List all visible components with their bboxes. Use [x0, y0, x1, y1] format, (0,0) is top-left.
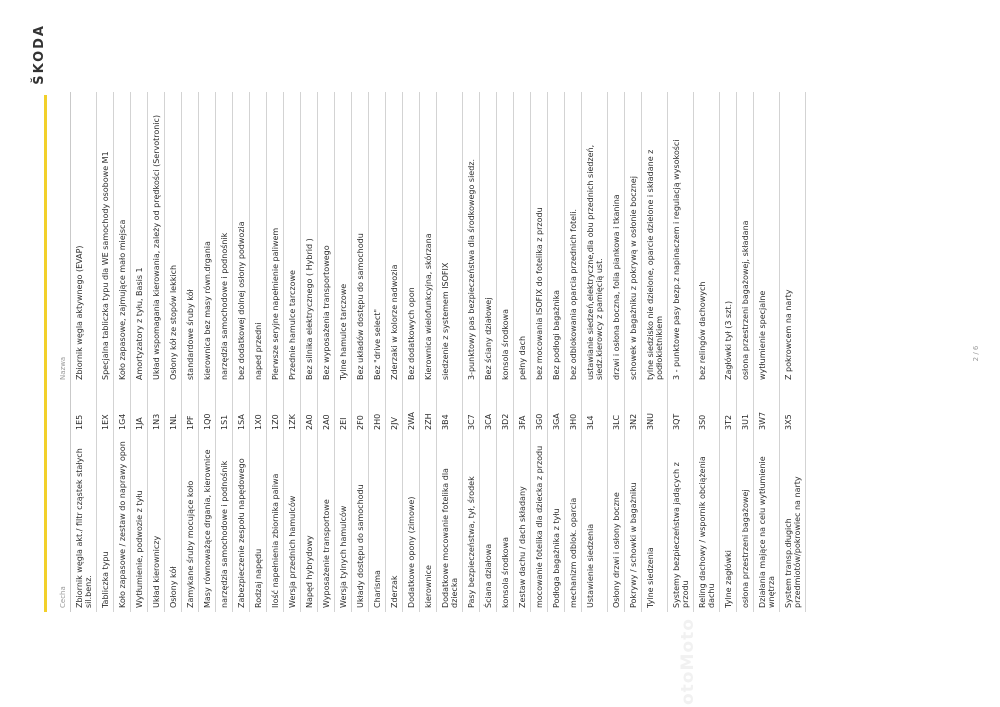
cell-feature: Zbiornik węgla akt./ filtr cząstek stałych sil.benz. — [71, 434, 97, 612]
table-row — [97, 92, 114, 612]
cell-name: Bez silnika elektrycznego ( Hybrid ) — [301, 92, 318, 384]
cell-name: narzędzia samochodowe i podnośnik — [216, 92, 233, 384]
cell-feature: Zamykane śruby mocujące koło — [182, 434, 199, 612]
cell-code: 2WA — [403, 384, 420, 434]
yellow-accent-rule — [44, 95, 47, 612]
cell-code: 2JV — [386, 384, 403, 434]
cell-feature: Ściana działowa — [480, 434, 497, 612]
equipment-table — [51, 92, 806, 612]
cell-feature: Tylne zagłówki — [720, 434, 737, 612]
cell-feature: Wersja przednich hamulców — [284, 434, 301, 612]
cell-code: 1NL — [165, 384, 182, 434]
cell-code: 3X5 — [780, 384, 806, 434]
cell-feature: Napęd hybrydowy — [301, 434, 318, 612]
cell-name: tylne siedzisko nie dzielone, oparcie dzielone i składane z podłokietnikiem — [642, 92, 668, 384]
table-row — [668, 92, 694, 612]
table-row — [131, 92, 148, 612]
cell-code: 1E5 — [71, 384, 97, 434]
table-row — [352, 92, 369, 612]
table-row — [720, 92, 737, 612]
cell-feature: Osłony drzwi i osłony boczne — [608, 434, 625, 612]
table-row — [199, 92, 216, 612]
table-row — [754, 92, 780, 612]
cell-name: Tylne hamulce tarczowe — [335, 92, 352, 384]
cell-name: konsola środkowa — [497, 92, 514, 384]
cell-name: naped przedni — [250, 92, 267, 384]
cell-code: 1X0 — [250, 384, 267, 434]
header-name: Nazwa — [51, 92, 71, 384]
cell-code: 2A0 — [318, 384, 335, 434]
cell-name: Bez podłogi bagażnika — [548, 92, 565, 384]
cell-feature: Zestaw dachu / dach składany — [514, 434, 531, 612]
cell-name: Amortyzatory z tyłu, Basis 1 — [131, 92, 148, 384]
cell-code: 3FA — [514, 384, 531, 434]
cell-name: Zderzaki w kolorze nadwozia — [386, 92, 403, 384]
cell-name: Specjalna tabliczka typu dla WE samochody osobowe M1 — [97, 92, 114, 384]
cell-feature: Podłoga bagażnika z tyłu — [548, 434, 565, 612]
cell-code: 3W7 — [754, 384, 780, 434]
cell-code: 3QT — [668, 384, 694, 434]
cell-feature: Układ kierowniczy — [148, 434, 165, 612]
cell-name: siedzenie z systemem ISOFIX — [437, 92, 463, 384]
cell-name: Z pokrowcem na narty — [780, 92, 806, 384]
cell-name: Bez układów dostępu do samochodu — [352, 92, 369, 384]
table-row — [565, 92, 582, 612]
cell-feature: Wytłumienie, podwozie z tyłu — [131, 434, 148, 612]
cell-code: 2H0 — [369, 384, 386, 434]
cell-code: 3G0 — [531, 384, 548, 434]
cell-code: 1PF — [182, 384, 199, 434]
cell-name: wytłumienie specjalne — [754, 92, 780, 384]
table-row — [497, 92, 514, 612]
cell-feature: Rodzaj napędu — [250, 434, 267, 612]
header-code — [51, 384, 71, 434]
cell-code: 3U1 — [737, 384, 754, 434]
cell-name: schowek w bagażniku z pokrywą w osłonie bocznej — [625, 92, 642, 384]
cell-feature: Charisma — [369, 434, 386, 612]
table-row — [335, 92, 352, 612]
cell-code: 2EI — [335, 384, 352, 434]
cell-feature: Wyposażenie transportowe — [318, 434, 335, 612]
table-row — [267, 92, 284, 612]
header-feature: Cecha — [51, 434, 71, 612]
cell-feature: Reling dachowy / wspornik obciążenia dachu — [694, 434, 720, 612]
cell-feature: Działania mające na celu wytłumienie wnętrza — [754, 434, 780, 612]
cell-name: pełny dach — [514, 92, 531, 384]
cell-feature: Układy dostępu do samochodu — [352, 434, 369, 612]
cell-name: kierownica bez masy równ.drgania — [199, 92, 216, 384]
table-row — [386, 92, 403, 612]
cell-name: Bez wyposażenia transportowego — [318, 92, 335, 384]
cell-feature: narzędzia samochodowe i podnośnik — [216, 434, 233, 612]
cell-feature: Dodatkowe mocowanie fotelika dla dziecka — [437, 434, 463, 612]
table-row — [642, 92, 668, 612]
cell-feature: Dodatkowe opony (zimowe) — [403, 434, 420, 612]
cell-code: 3T2 — [720, 384, 737, 434]
cell-feature: Tylne siedzenia — [642, 434, 668, 612]
cell-code: 1SA — [233, 384, 250, 434]
cell-feature: Koło zapasowe / zestaw do naprawy opon — [114, 434, 131, 612]
cell-feature: Pasy bezpieczeństwa, tył, środek — [463, 434, 480, 612]
cell-feature: Osłony kół — [165, 434, 182, 612]
table-body — [71, 92, 806, 612]
cell-name: Bez dodatkowych opon — [403, 92, 420, 384]
table-row — [531, 92, 548, 612]
cell-feature: Tabliczka typu — [97, 434, 114, 612]
cell-code: 1Q0 — [199, 384, 216, 434]
cell-feature: mocowanie fotelika dla dziecka z przodu — [531, 434, 548, 612]
cell-name: 3 - punktowe pasy bezp.z napinaczem i regulacją wysokości — [668, 92, 694, 384]
cell-code: 1EX — [97, 384, 114, 434]
cell-feature: Ilość napełnienia zbiornika paliwa — [267, 434, 284, 612]
cell-code: 2A0 — [301, 384, 318, 434]
table-row — [514, 92, 531, 612]
cell-feature: Ustawienie siedzenia — [582, 434, 608, 612]
cell-code: 3L4 — [582, 384, 608, 434]
cell-code: 2ZH — [420, 384, 437, 434]
cell-name: bez dodatkowej dolnej osłony podwozia — [233, 92, 250, 384]
cell-name: Bez "drive select" — [369, 92, 386, 384]
table-row — [301, 92, 318, 612]
cell-name: standardowe śruby kół — [182, 92, 199, 384]
cell-code: 3B4 — [437, 384, 463, 434]
cell-name: drzwi i osłona boczna, folia piankowa i tkanina — [608, 92, 625, 384]
cell-name: Zagłówki tył (3 szt.) — [720, 92, 737, 384]
cell-feature: osłona przestrzeni bagażowej — [737, 434, 754, 612]
cell-feature: konsola środkowa — [497, 434, 514, 612]
table-row — [480, 92, 497, 612]
cell-feature: Masy równoważące drgania, kierownice — [199, 434, 216, 612]
table-row — [694, 92, 720, 612]
table-row — [250, 92, 267, 612]
watermark-logo: otoMoto — [678, 618, 698, 705]
table-row — [420, 92, 437, 612]
table-row — [780, 92, 806, 612]
cell-name: Osłony kół ze stopów lekkich — [165, 92, 182, 384]
cell-name: bez odblokowania oparcia przednich foteli. — [565, 92, 582, 384]
cell-name: 3-punktowy pas bezpieczeństwa dla środkowego siedz. — [463, 92, 480, 384]
table-row — [216, 92, 233, 612]
page-number: 2 / 6 — [972, 345, 980, 362]
cell-feature: Zabezpieczenie zespołu napędowego — [233, 434, 250, 612]
cell-code: 2F0 — [352, 384, 369, 434]
cell-feature: mechanizm odblok. oparcia — [565, 434, 582, 612]
cell-code: 1JA — [131, 384, 148, 434]
cell-code: 1N3 — [148, 384, 165, 434]
cell-code: 3NU — [642, 384, 668, 434]
cell-name: Układ wspomagania kierowania, zależy od prędkości (Servotronic) — [148, 92, 165, 384]
cell-name: bez relingów dachowych — [694, 92, 720, 384]
cell-name: ustawianie siedzeń,elektryczne,dla obu przednich siedzeń, siedz.kierowcy z pamięcią ust. — [582, 92, 608, 384]
cell-feature: Zderzak — [386, 434, 403, 612]
cell-name: Pierwsze seryjne napełnienie paliwem — [267, 92, 284, 384]
table-row — [437, 92, 463, 612]
cell-code: 3GA — [548, 384, 565, 434]
cell-feature: Systemy bezpieczeństwa jadących z przodu — [668, 434, 694, 612]
skoda-logo: ŠKODA — [32, 24, 47, 85]
cell-name: Kierownica wielofunkcyjna, skórzana — [420, 92, 437, 384]
cell-code: 3D2 — [497, 384, 514, 434]
cell-code: 3H0 — [565, 384, 582, 434]
table-row — [625, 92, 642, 612]
cell-code: 3CA — [480, 384, 497, 434]
table-row — [737, 92, 754, 612]
table-row — [233, 92, 250, 612]
table-row — [182, 92, 199, 612]
table-row — [608, 92, 625, 612]
table-row — [403, 92, 420, 612]
cell-code: 1G4 — [114, 384, 131, 434]
cell-feature: System transp.długich przedmiotów/pokrowiec na narty — [780, 434, 806, 612]
cell-code: 1S1 — [216, 384, 233, 434]
cell-name: Przednie hamulce tarczowe — [284, 92, 301, 384]
cell-name: Koło zapasowe, zajmujące mało miejsca — [114, 92, 131, 384]
table-row — [148, 92, 165, 612]
table-row — [582, 92, 608, 612]
cell-code: 3C7 — [463, 384, 480, 434]
cell-feature: Pokrywy / schowki w bagażniku — [625, 434, 642, 612]
cell-code: 1ZK — [284, 384, 301, 434]
table-row — [71, 92, 97, 612]
cell-feature: Wersja tylnych hamulców — [335, 434, 352, 612]
cell-name: Zbiornik węgla aktywnego (EVAP) — [71, 92, 97, 384]
cell-name: Bez ściany działowej — [480, 92, 497, 384]
cell-code: 3LC — [608, 384, 625, 434]
table-row — [318, 92, 335, 612]
table-row — [165, 92, 182, 612]
cell-code: 1Z0 — [267, 384, 284, 434]
cell-feature: kierownice — [420, 434, 437, 612]
cell-name: osłona przestrzeni bagażowej, składana — [737, 92, 754, 384]
cell-code: 3N2 — [625, 384, 642, 434]
table-header-row — [51, 92, 71, 612]
cell-name: bez mocowania ISOFIX do fotelika z przodu — [531, 92, 548, 384]
table-row — [548, 92, 565, 612]
table-row — [369, 92, 386, 612]
table-row — [463, 92, 480, 612]
cell-code: 3S0 — [694, 384, 720, 434]
table-row — [284, 92, 301, 612]
table-row — [114, 92, 131, 612]
